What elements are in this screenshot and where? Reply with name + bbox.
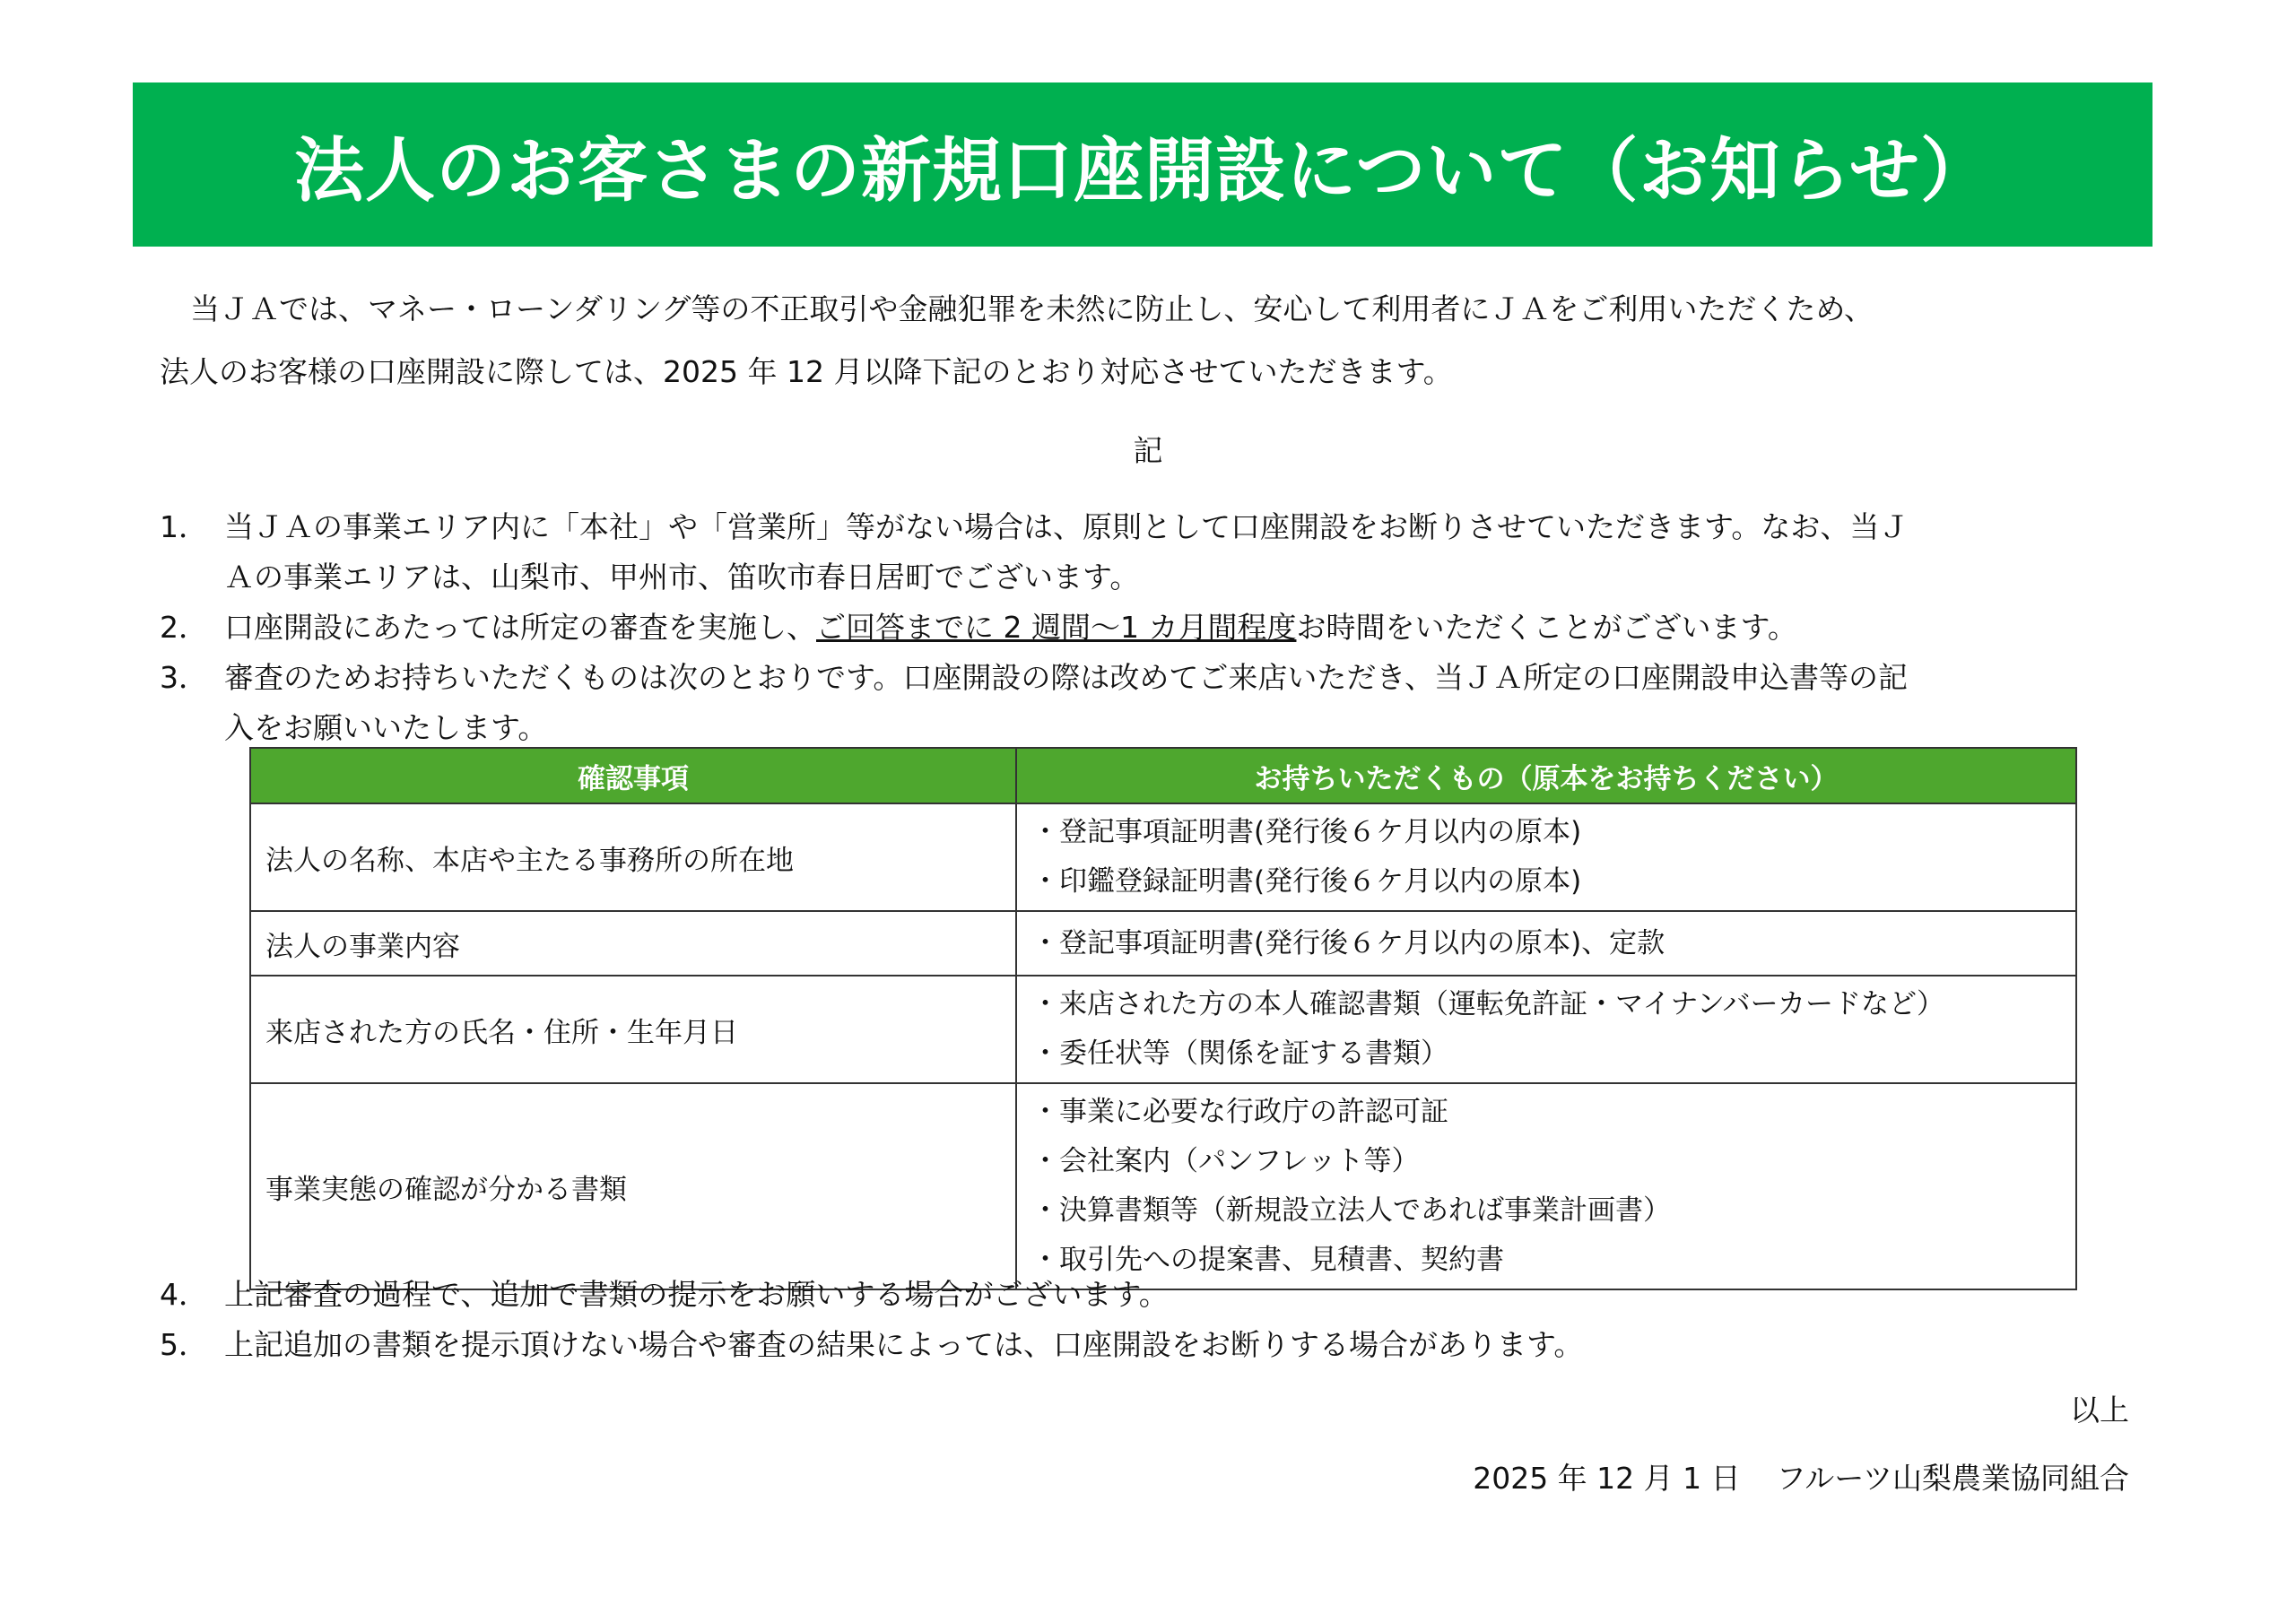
list-item-1	[160, 502, 2133, 603]
page-title: 法人のお客さまの新規口座開設について（お知らせ）	[293, 130, 1992, 212]
intro-line-2: 法人のお客様の口座開設に際しては、2025 年 12 月以降下記のとおり対応させていただきます。	[160, 354, 1453, 389]
doc-list-item: ・委任状等（関係を証する書類）	[1031, 1037, 1448, 1070]
item-number: 2．	[160, 610, 208, 645]
ki-heading: 記	[1133, 433, 1163, 468]
table-cell-docs	[1016, 911, 2076, 976]
item-number: 4．	[160, 1277, 208, 1312]
intro-line-1: 当ＪＡでは、マネー・ローンダリング等の不正取引や金融犯罪を未然に防止し、安心して利用者にＪＡをご利用いただくため、	[190, 291, 1874, 326]
requirements-table	[249, 747, 2077, 1290]
item-text: Ａの事業エリアは、山梨市、甲州市、笛吹市春日居町でございます。	[224, 560, 1140, 595]
table-row	[250, 803, 2076, 911]
item-text: 入をお願いいたします。	[224, 710, 548, 745]
issue-date: 2025 年 12 月 1 日	[1473, 1461, 1741, 1496]
organization-name: フルーツ山梨農業協同組合	[1776, 1461, 2129, 1496]
title-banner	[133, 82, 2152, 247]
list-item-5	[160, 1320, 2133, 1370]
list-item-2	[160, 603, 2133, 653]
doc-list-item: ・印鑑登録証明書(発行後６ケ月以内の原本)	[1031, 865, 1582, 898]
doc-list-item: ・登記事項証明書(発行後６ケ月以内の原本)、定款	[1031, 926, 1665, 959]
table-row	[250, 976, 2076, 1083]
doc-list-item: ・会社案内（パンフレット等）	[1031, 1145, 1420, 1177]
signature-line	[1473, 1456, 2129, 1501]
table-header-check-item: 確認事項	[250, 748, 1016, 803]
item-text-underlined: ご回答までに 2 週間〜1 カ月間程度	[816, 610, 1297, 645]
list-item-3	[160, 653, 2133, 753]
list-item-4	[160, 1270, 2133, 1320]
table-row	[250, 911, 2076, 976]
table-header-row	[250, 748, 2076, 803]
item-number: 5．	[160, 1327, 208, 1362]
table-cell-item: 法人の名称、本店や主たる事務所の所在地	[250, 803, 1016, 911]
doc-list-item: ・来店された方の本人確認書類（運転免許証・マイナンバーカードなど）	[1031, 988, 1945, 1020]
table-row	[250, 1083, 2076, 1289]
intro-paragraph	[160, 278, 2151, 404]
table-cell-docs	[1016, 1083, 2076, 1289]
item-list-lower	[160, 1270, 2133, 1370]
item-text: お時間をいただくことがございます。	[1296, 610, 1797, 645]
table-cell-docs	[1016, 976, 2076, 1083]
doc-list-item: ・事業に必要な行政庁の許認可証	[1031, 1096, 1448, 1128]
item-list-upper	[160, 502, 2133, 753]
doc-list-item: ・取引先への提案書、見積書、契約書	[1031, 1244, 1504, 1276]
doc-list-item: ・登記事項証明書(発行後６ケ月以内の原本)	[1031, 816, 1582, 848]
table-header-documents: お持ちいただくもの（原本をお持ちください）	[1016, 748, 2076, 803]
closing-mark: 以上	[2070, 1393, 2129, 1428]
item-number: 1．	[160, 509, 208, 544]
item-text: 上記審査の過程で、追加で書類の提示をお願いする場合がございます。	[224, 1277, 1169, 1312]
table-cell-docs	[1016, 803, 2076, 911]
table-cell-item: 法人の事業内容	[250, 911, 1016, 976]
item-text: 審査のためお持ちいただくものは次のとおりです。口座開設の際は改めてご来店いただき、当ＪＡ所定の口座開設申込書等の記	[224, 660, 1909, 695]
item-text: 当ＪＡの事業エリア内に「本社」や「営業所」等がない場合は、原則として口座開設をお断りさせていただきます。なお、当Ｊ	[224, 509, 1909, 544]
item-text: 口座開設にあたっては所定の審査を実施し、	[224, 610, 816, 645]
doc-list-item: ・決算書類等（新規設立法人であれば事業計画書）	[1031, 1194, 1671, 1227]
item-text: 上記追加の書類を提示頂けない場合や審査の結果によっては、口座開設をお断りする場合があります。	[224, 1327, 1584, 1362]
table-cell-item: 来店された方の氏名・住所・生年月日	[250, 976, 1016, 1083]
table-cell-item: 事業実態の確認が分かる書類	[250, 1083, 1016, 1289]
item-number: 3．	[160, 660, 208, 695]
